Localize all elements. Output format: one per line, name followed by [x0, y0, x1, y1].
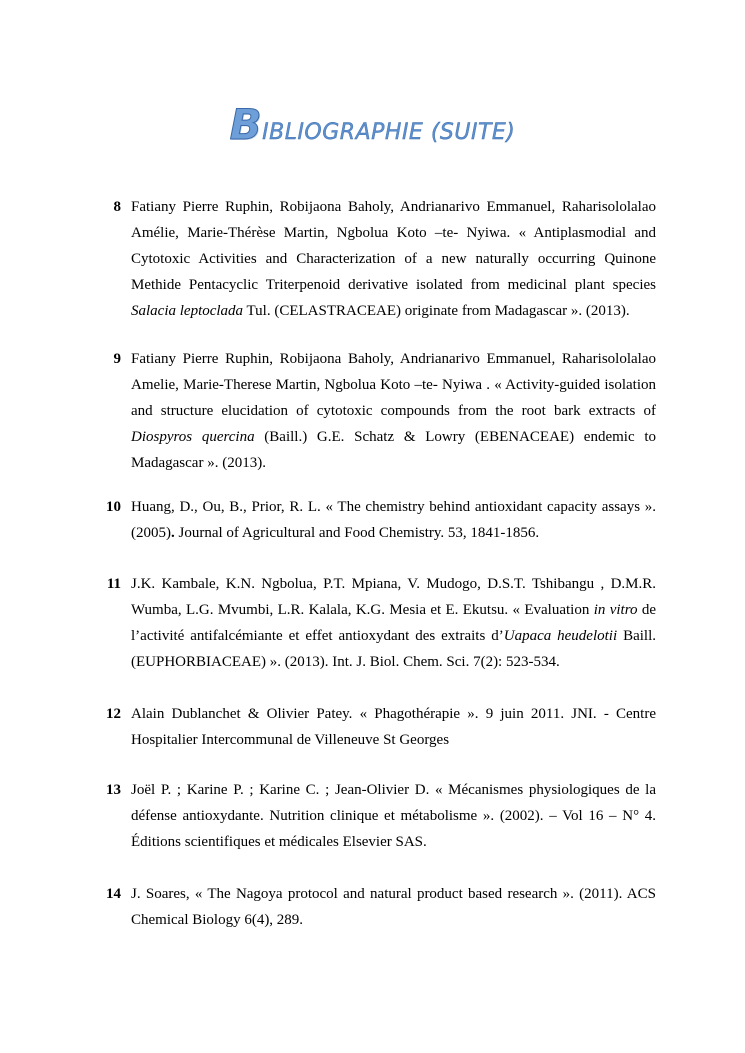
bibliography-entry-9 — [95, 346, 656, 476]
entry-number: 14 — [106, 886, 121, 902]
title-text: IBLIOGRAPHIE (SUITE) — [262, 120, 516, 145]
entry-text: Fatiany Pierre Ruphin, Robijaona Baholy, Andrianarivo Emmanuel, Raharisololalao Amelie, Marie-Therese Martin, Ngbolua Koto –te- Nyiwa . « Activity-guided isolation and structure elucidation of cytotoxic compounds from the root bark extracts of Diospyros quercina (Baill.) G.E. Schatz & Lowry (EBENACEAE) endemic to Madagascar ». (2013). — [131, 351, 656, 471]
page-title — [0, 100, 745, 149]
entry-text: Alain Dublanchet & Olivier Patey. « Phagothérapie ». 9 juin 2011. JNI. - Centre Hospitalier Intercommunal de Villeneuve St Georges — [131, 706, 656, 748]
bibliography-entry-11 — [95, 571, 656, 675]
title-initial: B — [229, 100, 263, 149]
entry-text: Fatiany Pierre Ruphin, Robijaona Baholy, Andrianarivo Emmanuel, Raharisololalao Amélie, Marie-Thérèse Martin, Ngbolua Koto –te- Nyiwa. « Antiplasmodial and Cytotoxic Activities and Characterization of a new naturally occurring Quinone Methide Pentacyclic Triterpenoid derivative isolated from medicinal plant species Salacia leptoclada Tul. (CELASTRACEAE) originate from Madagascar ». (2013). — [131, 199, 656, 319]
entry-number: 9 — [113, 351, 121, 367]
entry-number: 10 — [106, 499, 121, 515]
entry-text: J. Soares, « The Nagoya protocol and natural product based research ». (2011). ACS Chemical Biology 6(4), 289. — [131, 886, 656, 928]
entry-text: Joël P. ; Karine P. ; Karine C. ; Jean-Olivier D. « Mécanismes physiologiques de la défense antioxydante. Nutrition clinique et métabolisme ». (2002). – Vol 16 – N° 4. Éditions scientifiques et médicales Elsevier SAS. — [131, 782, 656, 850]
entry-number: 13 — [106, 782, 121, 798]
bibliography-entry-12 — [95, 701, 656, 753]
bibliography-entry-8 — [95, 194, 656, 324]
entry-number: 12 — [106, 706, 121, 722]
entry-number: 8 — [113, 199, 121, 215]
entry-number: 11 — [106, 576, 121, 592]
entry-text: J.K. Kambale, K.N. Ngbolua, P.T. Mpiana, V. Mudogo, D.S.T. Tshibangu , D.M.R. Wumba, L.G. Mvumbi, L.R. Kalala, K.G. Mesia et E. Ekutsu. « Evaluation in vitro de l’activité antifalcémiante et effet antioxydant des extraits d’Uapaca heudelotii Baill. (EUPHORBIACEAE) ». (2013). Int. J. Biol. Chem. Sci. 7(2): 523-534. — [131, 576, 656, 670]
entry-text: Huang, D., Ou, B., Prior, R. L. « The chemistry behind antioxidant capacity assays ». (2005). Journal of Agricultural and Food Chemistry. 53, 1841-1856. — [131, 499, 656, 541]
bibliography-entry-13 — [95, 777, 656, 855]
bibliography-entry-10 — [95, 494, 656, 546]
bibliography-entry-14 — [95, 881, 656, 933]
